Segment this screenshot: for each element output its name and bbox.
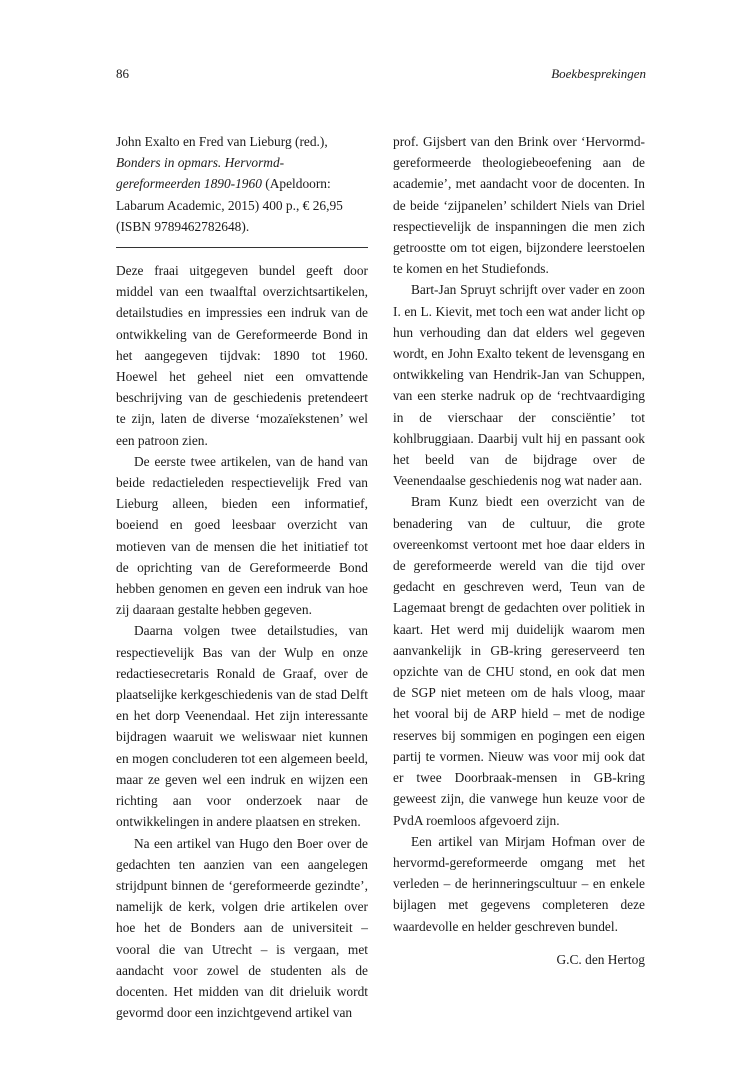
right-column <box>393 131 645 970</box>
book-citation <box>116 131 368 237</box>
citation-authors: John Exalto en Fred van Lieburg (red.), <box>116 134 328 149</box>
running-head: Boekbesprekingen <box>551 66 646 81</box>
reviewer-signature: G.C. den Hertog <box>556 951 645 967</box>
paragraph: Bram Kunz biedt een overzicht van de benadering van de cultuur, die grote overeenkomst vertoont met hoe daar elders in de gereformeerde wereld van die tijd over gedacht en geschreven werd, Teun van de Lagemaat brengt de gedachten over politiek in kaart. Het werd mij duidelijk waarom men aanvankelijk in GB-kring gereserveerd ten opzichte van de CHU stond, en ook dat men de SGP niet meteen om de hals vloog, maar het vooral bij de ARP hield – met de nodige reserves bij sommigen en pogingen een eigen partij te vormen. Nieuw was voor mij ook dat er twee Doorbraak-mensen in GB-kring geweest zijn, die vanwege hun keuze voor de PvdA roemloos afgevoerd zijn. <box>393 494 645 828</box>
citation-details: (Apeldoorn: Labarum Academic, 2015) 400 p., € 26,95 (ISBN 9789462782648). <box>116 176 343 234</box>
paragraph: Deze fraai uitgegeven bundel geeft door middel van een twaalftal overzichtsartikelen, detailstudies en impressies een indruk van de ontwikkeling van de Gereformeerde Bond in het aangegeven tijdvak: 1890 tot 1960. Hoewel het geheel niet een omvattende beschrijving van de geschiedenis pretendeert te zijn, laten de diverse ‘mozaïekstenen’ wel een patroon zien. <box>116 263 368 448</box>
citation-title: Bonders in opmars. Hervormd-gereformeerden 1890-1960 <box>116 155 285 192</box>
paragraph: Na een artikel van Hugo den Boer over de gedachten ten aanzien van een aangelegen strijdpunt binnen de ‘gereformeerde gezindte’, namelijk de kerk, volgen drie artikelen over hoe het de Bonders aan de universiteit – vooral die van Utrecht – is vergaan, met aandacht voor zowel de studenten als de docenten. Het midden van dit drieluik wordt gevormd door een inzichtgevend artikel van <box>116 835 368 1021</box>
paragraph: Daarna volgen twee detailstudies, van respectievelijk Bas van der Wulp en onze redactiesecretaris Ronald de Graaf, over de plaatselijke kerkgeschiedenis van de stad Delft en het dorp Veenendaal. Het zijn interessante bijdragen waaruit we weliswaar niet kunnen en mogen concluderen tot een algemeen beeld, maar ze geven wel een indruk en wijzen een richting aan voor onderzoek naar de ontwikkelingen in andere plaatsen en streken. <box>116 623 368 830</box>
paragraph: Een artikel van Mirjam Hofman over de hervormd-gereformeerde omgang met het verleden – de herinneringscultuur – en enkele bijlagen met gegevens completeren deze waardevolle en helder geschreven bundel. <box>393 833 645 934</box>
paragraph: De eerste twee artikelen, van de hand van beide redactieleden respectievelijk Fred van Lieburg alleen, bieden een informatief, boeiend en goed leesbaar overzicht van motieven van de mensen die het initiatief tot de oprichting van de Gereformeerde Bond hebben genomen en geven een indruk van hoe zij daaraan gestalte hebben gegeven. <box>116 453 368 618</box>
paragraph: prof. Gijsbert van den Brink over ‘Hervormd-gereformeerde theologiebeoefening aan de academie’, met aandacht voor de docenten. In de beide ‘zijpanelen’ schildert Niels van Driel respectievelijk de inspanningen die men zich getroostte om tot eigen, bijzondere leerstoelen te komen en het Studiefonds. <box>393 134 645 277</box>
paragraph: Bart-Jan Spruyt schrijft over vader en zoon I. en L. Kievit, met toch een wat ander licht op hun verhouding dan dat elders wel gegeven wordt, en John Exalto tekent de levensgang en ontwikkeling van Hendrik-Jan van Schuppen, van een sterke nadruk op de ‘rechtvaardiging in de vierschaar der consciëntie’ tot kohlbruggiaan. Daarbij vult hij en passant ook het beeld van de bijdrage over de Veenendaalse geschiedenis nog wat nader aan. <box>393 282 645 489</box>
divider-rule <box>116 247 368 248</box>
page-number: 86 <box>116 66 129 81</box>
left-column <box>116 131 368 1023</box>
